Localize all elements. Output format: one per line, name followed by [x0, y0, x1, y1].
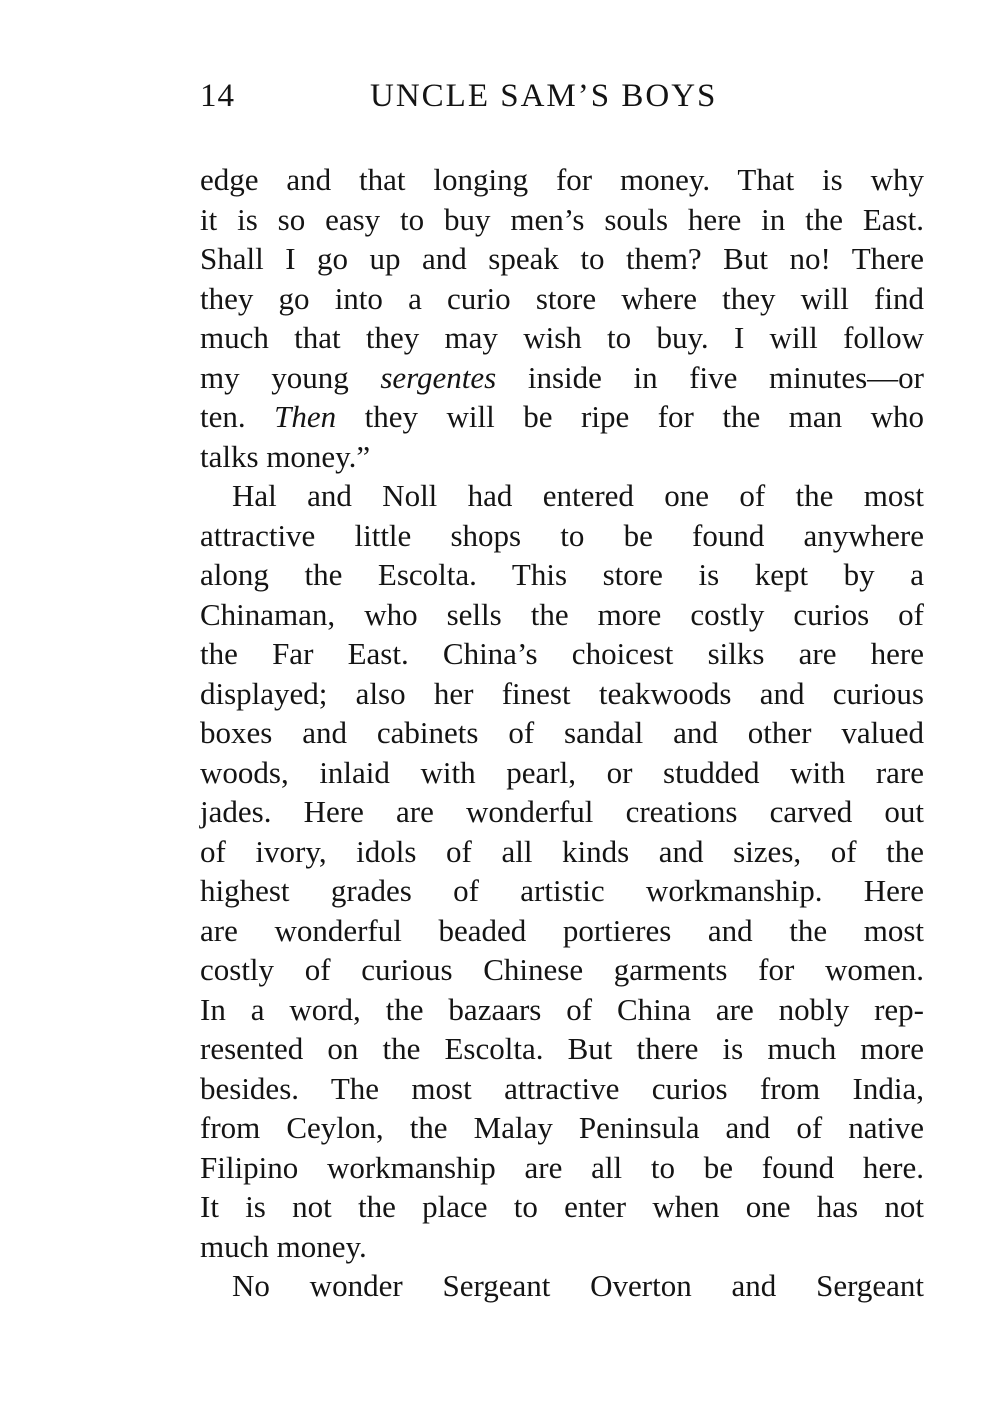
text-line: It is not the place to enter when one has not: [200, 1189, 924, 1224]
text-run: inside in five minutes—or: [496, 359, 924, 395]
text-line: the Far East. China’s choicest silks are here: [200, 636, 924, 671]
text-line: attractive little shops to be found anywhere: [200, 517, 924, 553]
text-line: displayed; also her finest teakwoods and curious: [200, 675, 924, 711]
text-line: resented on the Escolta. But there is much more: [200, 1031, 924, 1066]
text-line: are wonderful beaded portieres and the most: [200, 912, 924, 948]
text-line: edge and that longing for money. That is why: [200, 162, 924, 197]
body-text: [200, 160, 924, 1306]
text-line: of ivory, idols of all kinds and sizes, of the: [200, 833, 924, 869]
text-run: my young: [200, 359, 381, 395]
running-title: UNCLE SAM’S BOYS: [370, 78, 718, 114]
text-line: boxes and cabinets of sandal and other valued: [200, 715, 924, 750]
text-line: much money.: [200, 1228, 367, 1264]
text-line: [200, 358, 924, 398]
text-line: along the Escolta. This store is kept by a: [200, 557, 924, 592]
italic-word: Then: [274, 399, 337, 434]
text-line: costly of curious Chinese garments for women.: [200, 952, 924, 987]
text-line: Chinaman, who sells the more costly curios of: [200, 596, 924, 632]
text-line: woods, inlaid with pearl, or studded with rare: [200, 754, 924, 790]
text-line: jades. Here are wonderful creations carved out: [200, 794, 924, 829]
text-line: highest grades of artistic workmanship. Here: [200, 873, 924, 908]
text-line: it is so easy to buy men’s souls here in the East.: [200, 201, 924, 237]
running-head: [200, 78, 924, 122]
text-line: talks money.”: [200, 438, 371, 474]
text-line: from Ceylon, the Malay Peninsula and of native: [200, 1110, 924, 1145]
text-run: ten.: [200, 399, 275, 434]
text-line: In a word, the bazaars of China are nobly rep-: [200, 991, 924, 1027]
text-line: [200, 397, 924, 437]
text-line: besides. The most attractive curios from India,: [200, 1070, 924, 1106]
paragraph-first-line: No wonder Sergeant Overton and Sergeant: [232, 1268, 924, 1303]
text-run: they will be ripe for the man who: [336, 399, 924, 434]
text-line: Shall I go up and speak to them? But no! There: [200, 241, 924, 276]
italic-word: sergentes: [380, 359, 497, 395]
text-line: Filipino workmanship are all to be found here.: [200, 1149, 924, 1185]
paragraph-first-line: Hal and Noll had entered one of the most: [232, 478, 924, 513]
page-number: 14: [200, 78, 235, 114]
text-line: they go into a curio store where they will find: [200, 280, 924, 316]
text-line: much that they may wish to buy. I will follow: [200, 320, 924, 355]
